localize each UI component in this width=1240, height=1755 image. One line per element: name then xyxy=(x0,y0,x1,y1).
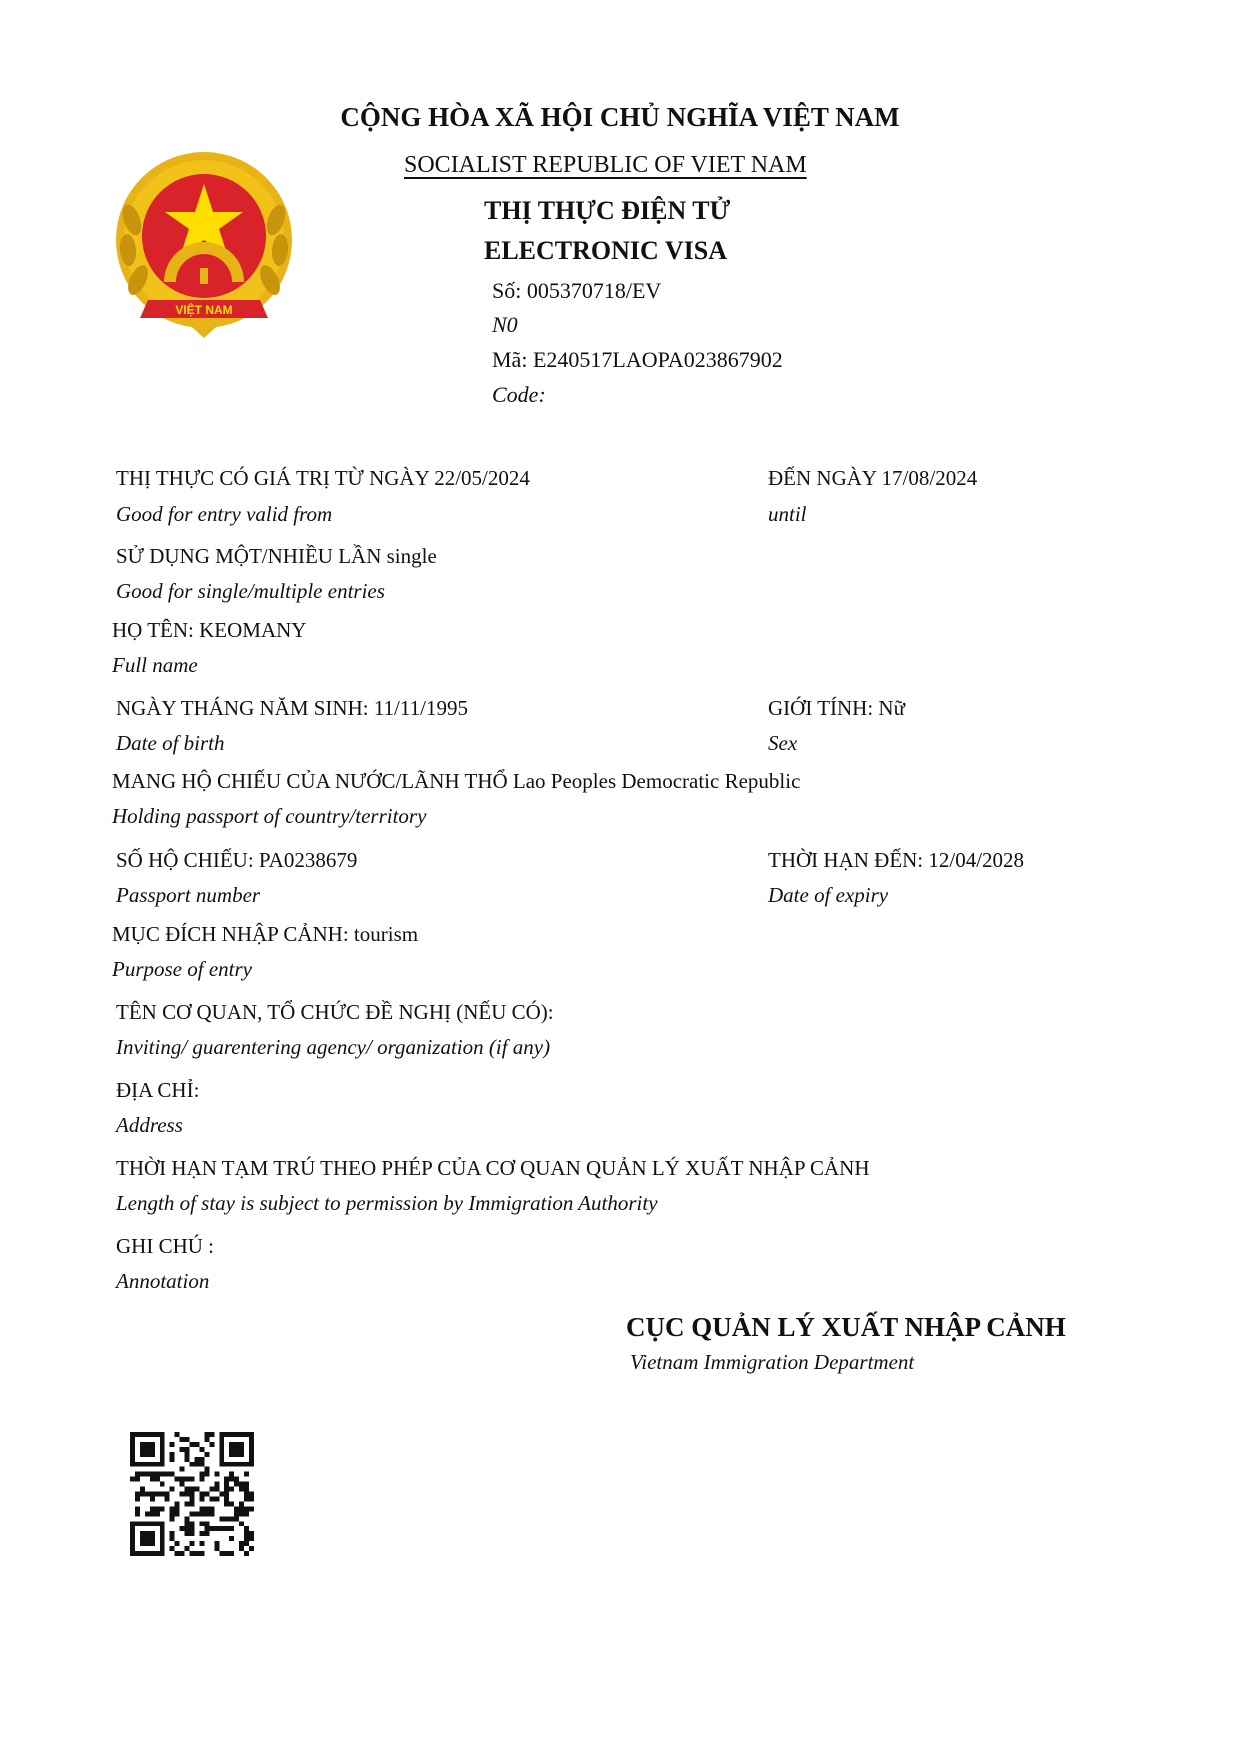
address-label: ĐỊA CHỈ: xyxy=(116,1078,200,1102)
qr-code-icon xyxy=(130,1432,254,1556)
sex-label: GIỚI TÍNH: Nữ xyxy=(768,696,905,720)
annotation-label: GHI CHÚ : xyxy=(116,1234,214,1258)
visa-number-label-en: N0 xyxy=(492,312,518,337)
annotation-label-en: Annotation xyxy=(116,1269,210,1293)
valid-from-label: THỊ THỰC CÓ GIÁ TRỊ TỪ NGÀY 22/05/2024 xyxy=(116,466,530,490)
valid-until-label: ĐẾN NGÀY 17/08/2024 xyxy=(768,466,978,490)
valid-from-label-en: Good for entry valid from xyxy=(116,502,333,526)
passport-expiry-label-en: Date of expiry xyxy=(768,883,889,907)
passport-expiry-label: THỜI HẠN ĐẾN: 12/04/2028 xyxy=(768,848,1025,872)
national-emblem-icon xyxy=(112,150,296,340)
stay-label-en: Length of stay is subject to permission by Immigration Authority xyxy=(116,1191,658,1215)
full-name-label: HỌ TÊN: KEOMANY xyxy=(112,618,307,642)
agency-label-en: Inviting/ guarentering agency/ organization (if any) xyxy=(116,1035,551,1059)
country-name-vn: CỘNG HÒA XÃ HỘI CHỦ NGHĨA VIỆT NAM xyxy=(340,102,900,132)
purpose-label: MỤC ĐÍCH NHẬP CẢNH: tourism xyxy=(112,922,419,946)
passport-number-label: SỐ HỘ CHIẾU: PA0238679 xyxy=(116,848,358,872)
sex-label-en: Sex xyxy=(768,731,798,755)
full-name-label-en: Full name xyxy=(112,653,198,677)
nationality-label: MANG HỘ CHIẾU CỦA NƯỚC/LÃNH THỔ Lao Peoples Democratic Republic xyxy=(112,769,801,793)
visa-code: Mã: E240517LAOPA023867902 xyxy=(492,347,783,372)
agency-label: TÊN CƠ QUAN, TỔ CHỨC ĐỀ NGHỊ (NẾU CÓ): xyxy=(116,1000,554,1024)
visa-code-label-en: Code: xyxy=(492,382,546,407)
visa-number: Số: 005370718/EV xyxy=(492,278,662,303)
valid-until-label-en: until xyxy=(768,502,807,526)
stay-label: THỜI HẠN TẠM TRÚ THEO PHÉP CỦA CƠ QUAN QUẢN LÝ XUẤT NHẬP CẢNH xyxy=(116,1156,870,1180)
issuer-name-en: Vietnam Immigration Department xyxy=(630,1350,915,1374)
emblem-ribbon-text: VIỆT NAM xyxy=(175,303,233,317)
entries-label: SỬ DỤNG MỘT/NHIỀU LẦN single xyxy=(116,544,437,568)
purpose-label-en: Purpose of entry xyxy=(112,957,252,981)
visa-title-en: ELECTRONIC VISA xyxy=(484,236,727,265)
country-name-en: SOCIALIST REPUBLIC OF VIET NAM xyxy=(404,152,807,178)
dob-label: NGÀY THÁNG NĂM SINH: 11/11/1995 xyxy=(116,696,468,720)
visa-title-vn: THỊ THỰC ĐIỆN TỬ xyxy=(484,196,731,225)
entries-label-en: Good for single/multiple entries xyxy=(116,579,385,603)
passport-number-label-en: Passport number xyxy=(116,883,261,907)
issuer-name: CỤC QUẢN LÝ XUẤT NHẬP CẢNH xyxy=(626,1312,1066,1342)
nationality-label-en: Holding passport of country/territory xyxy=(112,804,427,828)
address-label-en: Address xyxy=(116,1113,183,1137)
dob-label-en: Date of birth xyxy=(116,731,225,755)
